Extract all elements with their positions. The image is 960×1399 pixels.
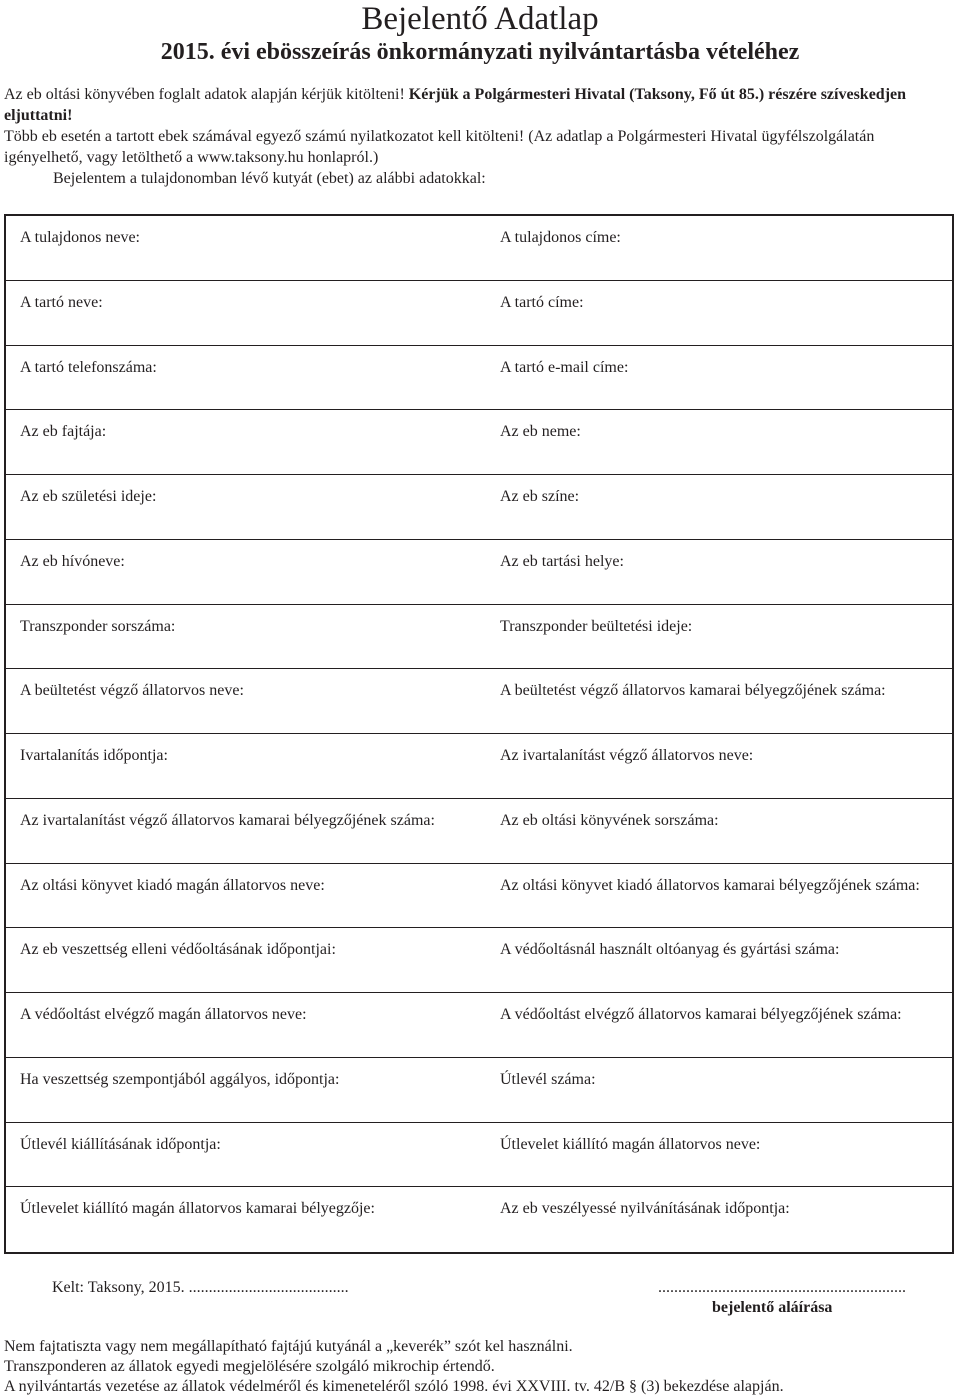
form-row bbox=[6, 540, 952, 605]
form-field-label-left[interactable]: Az ivartalanítást végző állatorvos kamarai bélyegzőjének száma: bbox=[20, 811, 435, 829]
form-row bbox=[6, 799, 952, 864]
form-row bbox=[6, 864, 952, 929]
form-field-label-left[interactable]: Az eb fajtája: bbox=[20, 423, 107, 441]
form-field-label-right[interactable]: Az eb veszélyessé nyilvánításának időpontja: bbox=[500, 1200, 790, 1218]
form-field-label-right[interactable]: A beültetést végző állatorvos kamarai bélyegzőjének száma: bbox=[500, 682, 886, 700]
form-field-label-left[interactable]: A beültetést végző állatorvos neve: bbox=[20, 682, 244, 700]
form-field-label-left[interactable]: Az eb hívóneve: bbox=[20, 552, 125, 570]
intro-line-3: Bejelentem a tulajdonomban lévő kutyát (ebet) az alábbi adatokkal: bbox=[53, 170, 486, 187]
signature-line[interactable]: .............................................................. bbox=[658, 1279, 906, 1296]
form-field-label-left[interactable]: Útlevél kiállításának időpontja: bbox=[20, 1135, 221, 1153]
form-field-label-left[interactable]: Ha veszettség szempontjából aggályos, időpontja: bbox=[20, 1070, 340, 1088]
form-field-label-right[interactable]: A védőoltásnál használt oltóanyag és gyártási száma: bbox=[500, 941, 840, 959]
form-row bbox=[6, 410, 952, 475]
form-field-label-left[interactable]: Az oltási könyvet kiadó magán állatorvos neve: bbox=[20, 876, 325, 894]
form-row bbox=[6, 928, 952, 993]
form-field-label-right[interactable]: Az eb tartási helye: bbox=[500, 552, 624, 570]
intro-line-1-bold: Kérjük a Polgármesteri Hivatal (Taksony, Fő út 85.) részére szíveskedjen eljuttatni! bbox=[4, 86, 907, 124]
form-field-label-right[interactable]: Az eb oltási könyvének sorszáma: bbox=[500, 811, 719, 829]
form-field-label-left[interactable]: Útlevelet kiállító magán állatorvos kamarai bélyegzője: bbox=[20, 1200, 375, 1218]
form-row bbox=[6, 605, 952, 670]
form-field-label-left[interactable]: Az eb születési ideje: bbox=[20, 488, 157, 505]
intro-text bbox=[4, 84, 956, 189]
intro-line-2: Több eb esetén a tartott ebek számával egyező számú nyilatkozatot kell kitölteni! (Az adatlap a Polgármesteri Hivatal ügyfélszolgálatán igényelhető, vagy letölthető a www.taksony.hu honlapról.) bbox=[4, 128, 875, 166]
footnote-3: A nyilvántartás vezetése az állatok védelméről és kimeneteléről szóló 1998. évi XXVIII. tv. 42/B § (3) bekezdése alapján. bbox=[4, 1378, 784, 1395]
intro-line-1 bbox=[4, 84, 956, 126]
form-row bbox=[6, 346, 952, 411]
page-subtitle: 2015. évi ebösszeírás önkormányzati nyilvántartásba vételéhez bbox=[160, 39, 800, 65]
form-row bbox=[6, 1058, 952, 1123]
form-field-label-left[interactable]: A védőoltást elvégző magán állatorvos neve: bbox=[20, 1006, 307, 1023]
form-field-label-right[interactable]: Útlevelet kiállító magán állatorvos neve: bbox=[500, 1135, 761, 1153]
form-field-label-right[interactable]: A tulajdonos címe: bbox=[500, 229, 621, 246]
form-field-label-right[interactable]: A tartó címe: bbox=[500, 293, 584, 311]
date-place-field[interactable]: Kelt: Taksony, 2015. ........................................ bbox=[52, 1279, 349, 1296]
form-field-label-right[interactable]: Transzponder beültetési ideje: bbox=[500, 617, 693, 635]
form-field-label-right[interactable]: Az oltási könyvet kiadó állatorvos kamarai bélyegzőjének száma: bbox=[500, 876, 920, 894]
form-field-label-right[interactable]: Az eb színe: bbox=[500, 488, 580, 505]
form-row bbox=[6, 993, 952, 1058]
form-field-label-left[interactable]: A tartó neve: bbox=[20, 293, 103, 311]
form-row bbox=[6, 1123, 952, 1188]
form-row bbox=[6, 734, 952, 799]
footnote-2: Transzponderen az állatok egyedi megjelölésére szolgáló mikrochip értendő. bbox=[4, 1358, 495, 1375]
form-field-label-left[interactable]: A tulajdonos neve: bbox=[20, 229, 140, 246]
form-field-label-right[interactable]: Útlevél száma: bbox=[500, 1070, 596, 1088]
form-field-label-left[interactable]: Ivartalanítás időpontja: bbox=[20, 747, 168, 764]
form-field-label-right[interactable]: A védőoltást elvégző állatorvos kamarai bélyegzőjének száma: bbox=[500, 1006, 902, 1023]
page-title: Bejelentő Adatlap bbox=[361, 1, 599, 37]
form-field-label-right[interactable]: Az ivartalanítást végző állatorvos neve: bbox=[500, 747, 754, 764]
signature-label: bejelentő aláírása bbox=[712, 1299, 833, 1316]
form-table bbox=[4, 214, 954, 1254]
form-row bbox=[6, 1187, 952, 1252]
intro-line-1-normal: Az eb oltási könyvében foglalt adatok alapján kérjük kitölteni! bbox=[4, 86, 409, 103]
form-row bbox=[6, 216, 952, 281]
form-row bbox=[6, 475, 952, 540]
form-field-label-right[interactable]: A tartó e-mail címe: bbox=[500, 358, 629, 376]
form-field-label-left[interactable]: Az eb veszettség elleni védőoltásának időpontjai: bbox=[20, 941, 336, 959]
form-field-label-right[interactable]: Az eb neme: bbox=[500, 423, 581, 441]
footnotes bbox=[4, 1337, 784, 1397]
form-row bbox=[6, 281, 952, 346]
form-field-label-left[interactable]: Transzponder sorszáma: bbox=[20, 617, 176, 635]
form-row bbox=[6, 669, 952, 734]
form-field-label-left[interactable]: A tartó telefonszáma: bbox=[20, 358, 157, 376]
footnote-1: Nem fajtatiszta vagy nem megállapítható fajtájú kutyánál a „keverék” szót kel használni. bbox=[4, 1338, 573, 1355]
